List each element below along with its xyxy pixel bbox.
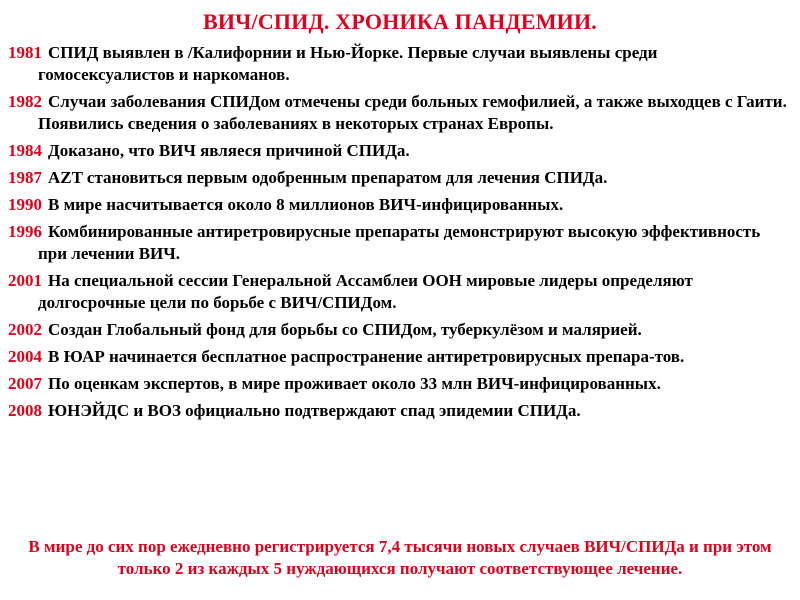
timeline-entry-2007 [8, 373, 792, 395]
timeline-entry-2002 [8, 319, 792, 341]
timeline-text: Случаи заболевания СПИДом отмечены среди больных гемофилией, а также выходцев с Гаити. Появились сведения о заболеваниях в некоторых странах Европы. [38, 92, 787, 133]
timeline-text: По оценкам экспертов, в мире проживает около 33 млн ВИЧ-инфицированных. [48, 374, 661, 393]
timeline-text: СПИД выявлен в /Калифорнии и Нью-Йорке. Первые случаи выявлены среди гомосексуалистов и наркоманов. [38, 43, 658, 84]
page-title: ВИЧ/СПИД. ХРОНИКА ПАНДЕМИИ. [203, 9, 597, 34]
timeline-year: 2002 [8, 320, 42, 339]
timeline-text: Доказано, что ВИЧ являеся причиной СПИДа. [48, 141, 410, 160]
timeline-entry-1984 [8, 140, 792, 162]
timeline-text: AZT становиться первым одобренным препаратом для лечения СПИДа. [48, 168, 608, 187]
timeline-year: 2004 [8, 347, 42, 366]
timeline-entry-1982 [8, 91, 792, 135]
timeline-year: 1990 [8, 195, 42, 214]
timeline-entry-1981 [8, 42, 792, 86]
summary-note: В мире до сих пор ежедневно регистрируется 7,4 тысячи новых случаев ВИЧ/СПИДа и при этом только 2 из каждых 5 нуждающихся получают соответствующее лечение. [28, 537, 772, 578]
timeline-entry-1987 [8, 167, 792, 189]
timeline-entry-2001 [8, 270, 792, 314]
timeline-entry-1996 [8, 221, 792, 265]
timeline-entry-2008 [8, 400, 792, 422]
timeline-text: В ЮАР начинается бесплатное распространение антиретровирусных препара-тов. [48, 347, 685, 366]
timeline-text: ЮНЭЙДС и ВОЗ официально подтверждают спад эпидемии СПИДа. [48, 401, 581, 420]
timeline-year: 1996 [8, 222, 42, 241]
timeline-text: В мире насчитывается около 8 миллионов ВИЧ-инфицированных. [48, 195, 564, 214]
timeline-year: 2007 [8, 374, 42, 393]
timeline-entry-1990 [8, 194, 792, 216]
timeline-text: Комбинированные антиретровирусные препараты демонстрируют высокую эффективность при лечении ВИЧ. [38, 222, 761, 263]
timeline-year: 1984 [8, 141, 42, 160]
timeline-text: Создан Глобальный фонд для борьбы со СПИДом, туберкулёзом и малярией. [48, 320, 642, 339]
timeline-year: 1982 [8, 92, 42, 111]
timeline-year: 2001 [8, 271, 42, 290]
timeline-entry-2004 [8, 346, 792, 368]
timeline-year: 1987 [8, 168, 42, 187]
timeline-text: На специальной сессии Генеральной Ассамблеи ООН мировые лидеры определяют долгосрочные цели по борьбе с ВИЧ/СПИДом. [38, 271, 693, 312]
timeline-list [8, 42, 792, 427]
timeline-year: 2008 [8, 401, 42, 420]
timeline-year: 1981 [8, 43, 42, 62]
